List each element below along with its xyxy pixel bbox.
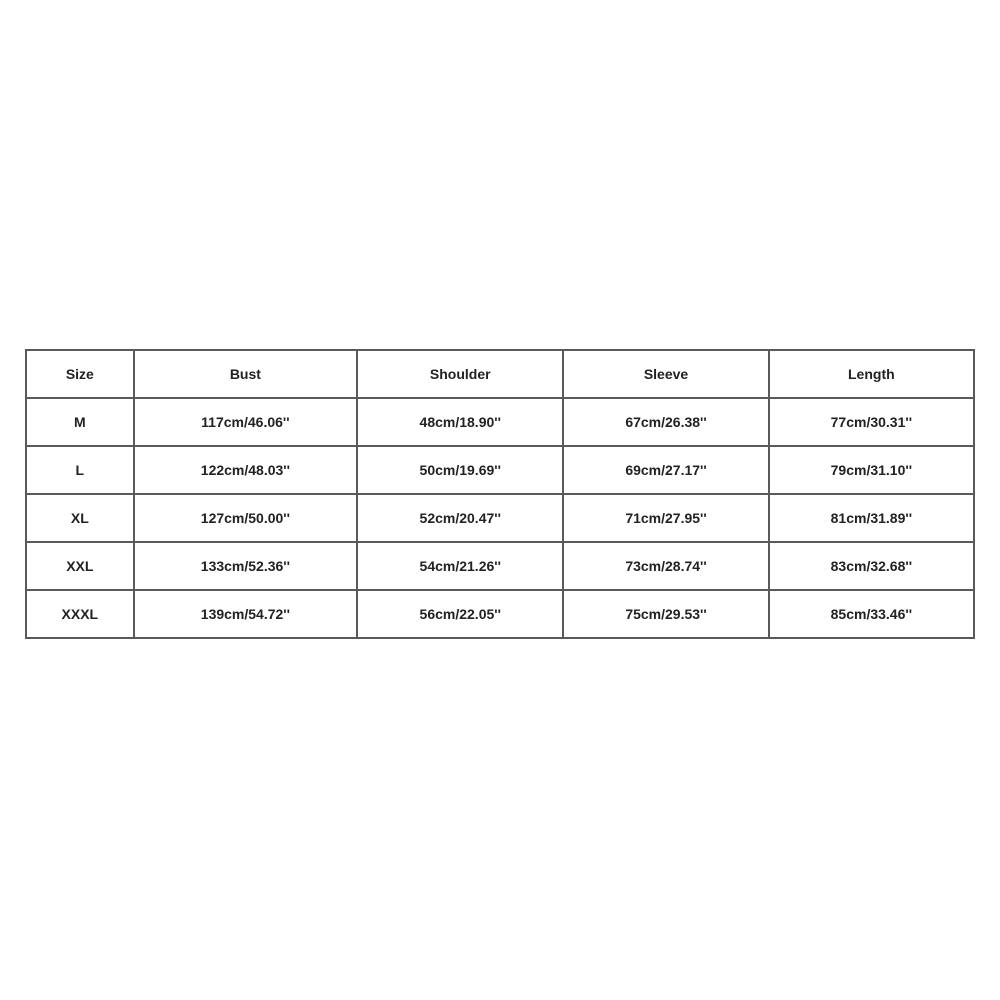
cell-shoulder: 50cm/19.69'' xyxy=(357,446,563,494)
cell-size: XXL xyxy=(26,542,134,590)
cell-bust: 139cm/54.72'' xyxy=(134,590,357,638)
cell-sleeve: 73cm/28.74'' xyxy=(563,542,768,590)
table-row xyxy=(26,398,974,446)
header-sleeve: Sleeve xyxy=(563,350,768,398)
cell-shoulder: 48cm/18.90'' xyxy=(357,398,563,446)
table-header-row xyxy=(26,350,974,398)
cell-sleeve: 67cm/26.38'' xyxy=(563,398,768,446)
cell-size: XL xyxy=(26,494,134,542)
table-row xyxy=(26,446,974,494)
cell-length: 77cm/30.31'' xyxy=(769,398,974,446)
table-row xyxy=(26,494,974,542)
cell-shoulder: 52cm/20.47'' xyxy=(357,494,563,542)
cell-size: L xyxy=(26,446,134,494)
cell-size: M xyxy=(26,398,134,446)
size-chart-table xyxy=(25,349,975,639)
cell-size: XXXL xyxy=(26,590,134,638)
header-bust: Bust xyxy=(134,350,357,398)
cell-length: 81cm/31.89'' xyxy=(769,494,974,542)
cell-sleeve: 75cm/29.53'' xyxy=(563,590,768,638)
header-length: Length xyxy=(769,350,974,398)
cell-length: 85cm/33.46'' xyxy=(769,590,974,638)
cell-shoulder: 54cm/21.26'' xyxy=(357,542,563,590)
cell-bust: 117cm/46.06'' xyxy=(134,398,357,446)
cell-length: 79cm/31.10'' xyxy=(769,446,974,494)
cell-length: 83cm/32.68'' xyxy=(769,542,974,590)
cell-bust: 127cm/50.00'' xyxy=(134,494,357,542)
cell-sleeve: 71cm/27.95'' xyxy=(563,494,768,542)
cell-shoulder: 56cm/22.05'' xyxy=(357,590,563,638)
table-row xyxy=(26,590,974,638)
header-size: Size xyxy=(26,350,134,398)
cell-sleeve: 69cm/27.17'' xyxy=(563,446,768,494)
cell-bust: 122cm/48.03'' xyxy=(134,446,357,494)
cell-bust: 133cm/52.36'' xyxy=(134,542,357,590)
table-row xyxy=(26,542,974,590)
header-shoulder: Shoulder xyxy=(357,350,563,398)
